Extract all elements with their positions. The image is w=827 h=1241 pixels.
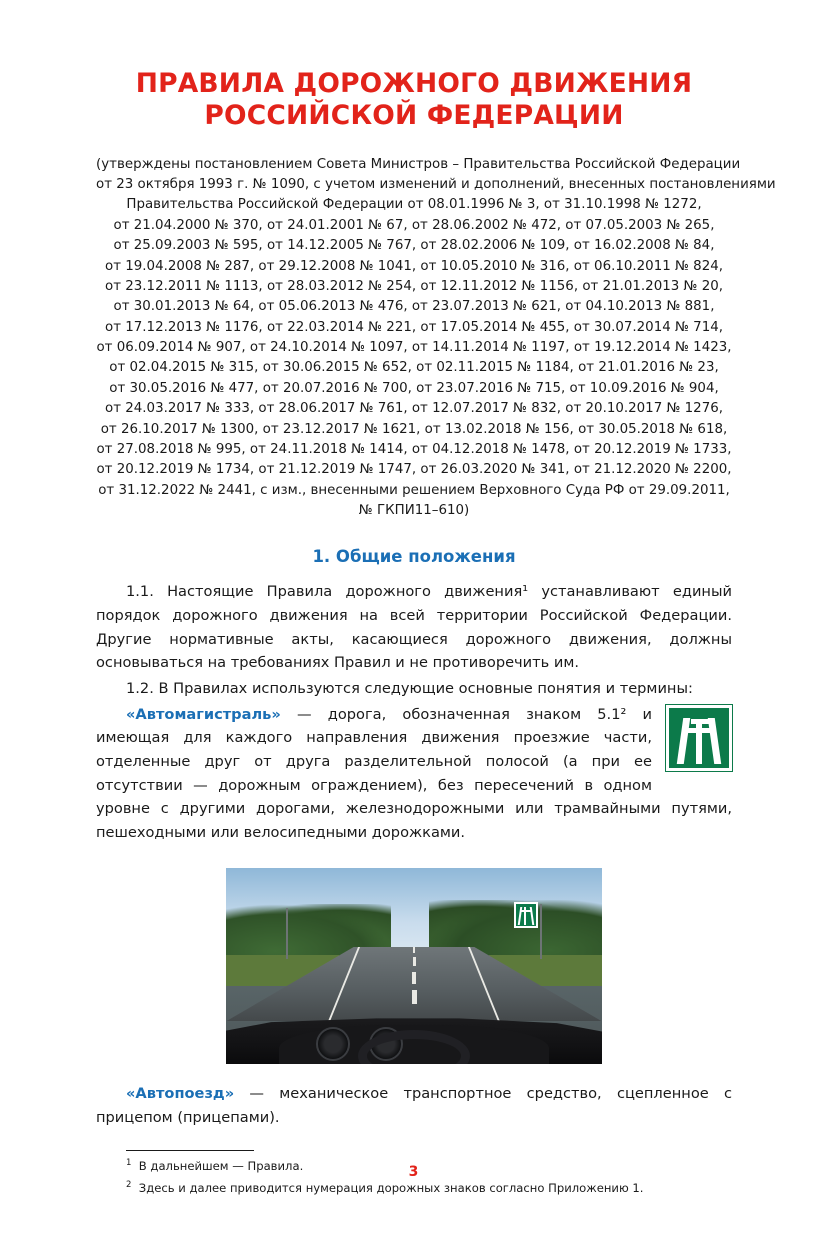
footnote-1-text: В дальнейшем — Правила. bbox=[138, 1158, 304, 1173]
page-title-line-1: ПРАВИЛА ДОРОЖНОГО ДВИЖЕНИЯ bbox=[135, 68, 693, 99]
preamble-line: от 21.04.2000 № 370, от 24.01.2001 № 67, от 28.06.2002 № 472, от 07.05.2003 № 265, bbox=[113, 217, 715, 233]
preamble-line: от 23 октября 1993 г. № 1090, с учетом изменений и дополнений, внесенных постановлениями bbox=[96, 177, 776, 193]
term-motorway-text: — дорога, обозначенная знаком 5.1² и имеющая для каждого направления движения проезжие части, отделенные друг от друга разделительной полосой (а при ее отсутствии — дорожным ограждением), без пересечений в одном уровне с другими дорогами, железнодорожными или трамвайными путями, пешеходными или велосипедными дорожками. bbox=[96, 705, 732, 841]
paragraph-1-1: 1.1. Настоящие Правила дорожного движения¹ устанавливают единый порядок дорожного движения на всей территории Российской Федерации. Другие нормативные акты, касающиеся дорожного движения, должны основываться на требованиях Правил и не противоречить им. bbox=[96, 583, 732, 672]
preamble-block bbox=[96, 155, 776, 522]
preamble-line: от 06.09.2014 № 907, от 24.10.2014 № 1097, от 14.11.2014 № 1197, от 19.12.2014 № 1423, bbox=[96, 340, 732, 356]
paragraph-term-roadtrain bbox=[96, 1082, 732, 1129]
preamble-line: от 25.09.2003 № 595, от 14.12.2005 № 767, от 28.02.2006 № 109, от 16.02.2008 № 84, bbox=[113, 238, 715, 254]
term-roadtrain-text: — механическое транспортное средство, сцепленное с прицепом (прицепами). bbox=[96, 1085, 732, 1127]
term-roadtrain-label: «Автопоезд» bbox=[126, 1085, 235, 1103]
term-motorway-block bbox=[96, 703, 732, 847]
paragraph-term-motorway bbox=[96, 703, 732, 845]
section-heading: 1. Общие положения bbox=[312, 547, 516, 567]
preamble-line: от 02.04.2015 № 315, от 30.06.2015 № 652, от 02.11.2015 № 1184, от 21.01.2016 № 23, bbox=[109, 360, 719, 376]
preamble-line: от 17.12.2013 № 1176, от 22.03.2014 № 221, от 17.05.2014 № 455, от 30.07.2014 № 714, bbox=[105, 319, 723, 335]
paragraph-1-2: 1.2. В Правилах используются следующие основные понятия и термины: bbox=[126, 679, 693, 697]
preamble-line: от 23.12.2011 № 1113, от 28.03.2012 № 254, от 12.11.2012 № 1156, от 21.01.2013 № 20, bbox=[105, 278, 723, 294]
page-title bbox=[96, 68, 732, 133]
road-sign-5-1-motorway-icon bbox=[666, 705, 732, 771]
page-number: 3 bbox=[408, 1164, 419, 1180]
page-title-line-2: РОССИЙСКОЙ ФЕДЕРАЦИИ bbox=[204, 100, 624, 132]
preamble-line: от 30.01.2013 № 64, от 05.06.2013 № 476, от 23.07.2013 № 621, от 04.10.2013 № 881, bbox=[113, 299, 715, 315]
footnote-2-text: Здесь и далее приводится нумерация дорожных знаков согласно Приложению 1. bbox=[138, 1181, 644, 1196]
preamble-line: № ГКПИ11–610) bbox=[358, 503, 470, 519]
photo-road-sign-icon bbox=[514, 902, 538, 928]
page-content bbox=[96, 68, 776, 1203]
preamble-line: Правительства Российской Федерации от 08.01.1996 № 3, от 31.10.1998 № 1272, bbox=[126, 197, 702, 213]
preamble-line: от 26.10.2017 № 1300, от 23.12.2017 № 1621, от 13.02.2018 № 156, от 30.05.2018 № 618, bbox=[100, 421, 728, 437]
term-motorway-label: «Автомагистраль» bbox=[126, 705, 281, 723]
preamble-line: от 20.12.2019 № 1734, от 21.12.2019 № 1747, от 26.03.2020 № 341, от 21.12.2020 № 2200, bbox=[96, 462, 732, 478]
footnote-divider bbox=[126, 1150, 254, 1151]
preamble-line: от 27.08.2018 № 995, от 24.11.2018 № 1414, от 04.12.2018 № 1478, от 20.12.2019 № 1733, bbox=[96, 441, 732, 457]
footnote-2-marker: 2 bbox=[126, 1180, 132, 1191]
preamble-line: от 19.04.2008 № 287, от 29.12.2008 № 1041, от 10.05.2010 № 316, от 06.10.2011 № 824, bbox=[105, 258, 723, 274]
preamble-line: от 31.12.2022 № 2441, с изм., внесенными решением Верховного Суда РФ от 29.09.2011, bbox=[98, 482, 730, 498]
preamble-line: от 24.03.2017 № 333, от 28.06.2017 № 761, от 12.07.2017 № 832, от 20.10.2017 № 1276, bbox=[105, 401, 723, 417]
preamble-line: (утверждены постановлением Совета Министров – Правительства Российской Федерации bbox=[96, 156, 741, 172]
preamble-line: от 30.05.2016 № 477, от 20.07.2016 № 700, от 23.07.2016 № 715, от 10.09.2016 № 904, bbox=[109, 380, 719, 396]
footnote-1-marker: 1 bbox=[126, 1157, 132, 1168]
footnote-2 bbox=[96, 1180, 732, 1197]
motorway-photo bbox=[226, 868, 602, 1064]
